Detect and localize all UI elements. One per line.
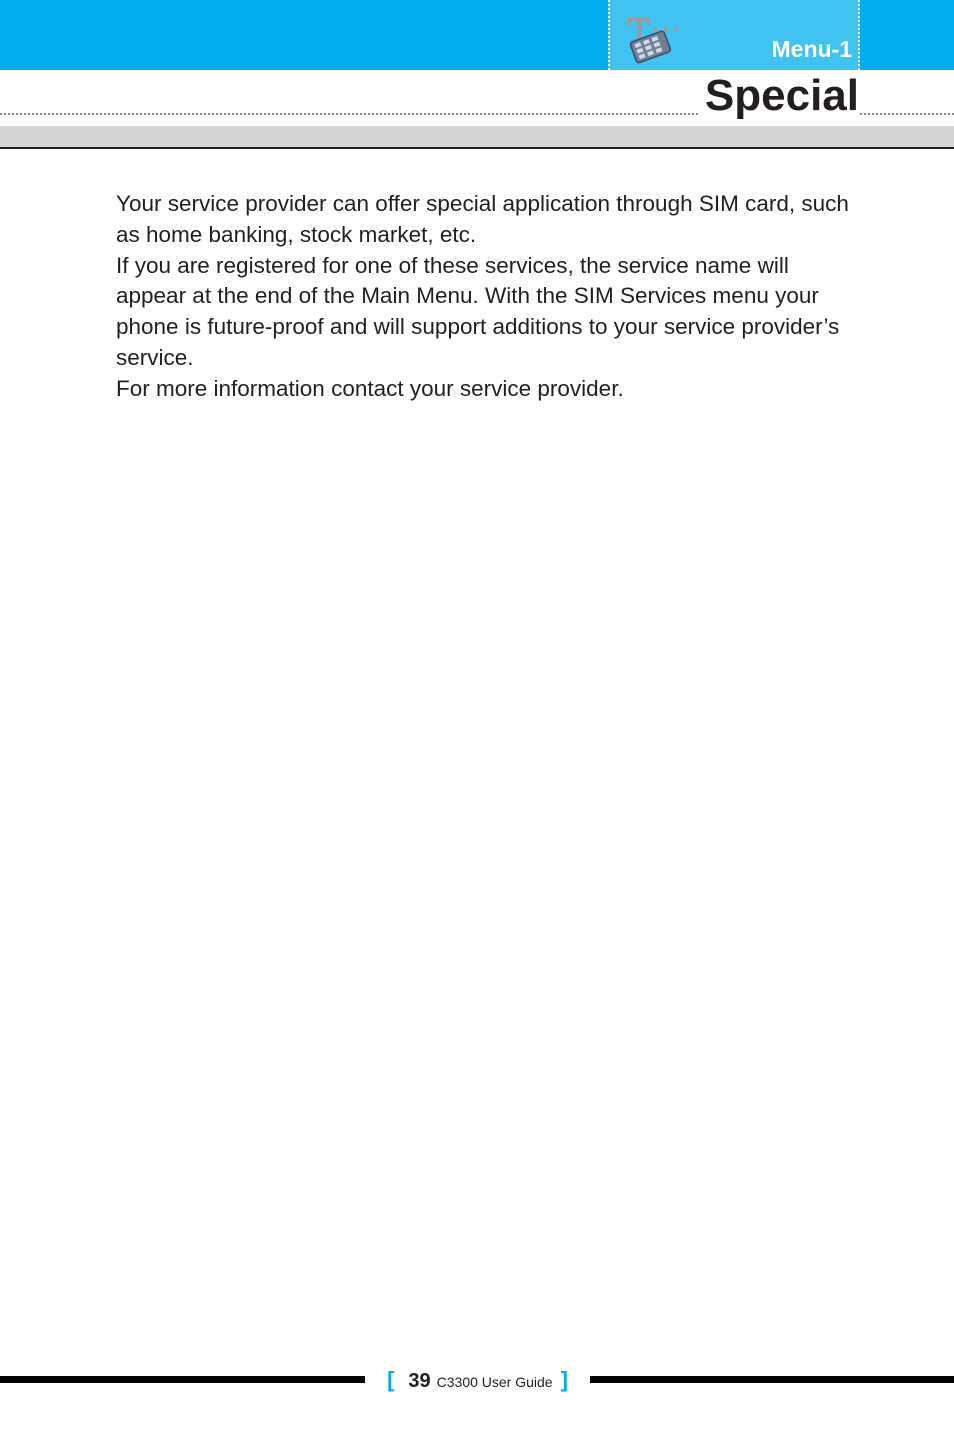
page-number: 39 [408, 1370, 431, 1392]
page-footer [365, 1364, 590, 1396]
menu-tab [608, 0, 860, 70]
page-title: Special [699, 74, 859, 118]
body-text [116, 189, 856, 405]
footer-close-bracket: ] [560, 1367, 568, 1392]
footer-open-bracket: [ [387, 1367, 395, 1392]
menu-label: Menu-1 [771, 36, 852, 62]
t-mobile-logo-icon [626, 16, 686, 66]
paragraph: Your service provider can offer special application through SIM card, such as home banking, stock market, etc. [116, 191, 849, 247]
title-underline-band [0, 126, 954, 149]
footer-rule-right [590, 1376, 954, 1383]
footer-rule-left [0, 1376, 365, 1383]
paragraph: For more information contact your service provider. [116, 375, 624, 401]
paragraph: If you are registered for one of these services, the service name will appear at the end of the Main Menu. With the SIM Services menu your phone is future-proof and will support additions to your service provider’s service. [116, 252, 840, 370]
guide-name: C3300 User Guide [436, 1374, 553, 1390]
